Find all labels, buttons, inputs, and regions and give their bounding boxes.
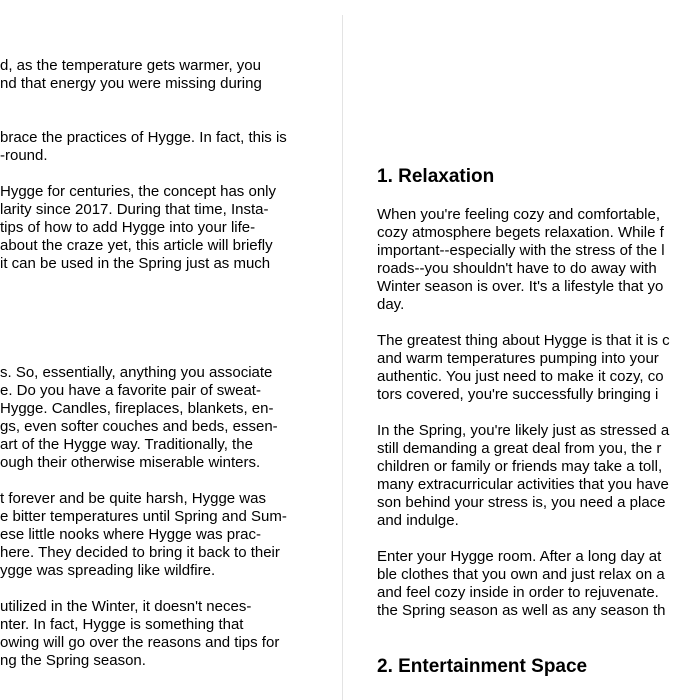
text-line: tips of how to add Hygge into your life- <box>0 219 256 236</box>
text-line: it can be used in the Spring just as much <box>0 255 271 272</box>
text-line: Hygge. Candles, fireplaces, blankets, en- <box>0 400 274 417</box>
section-heading: 2. Entertainment Space <box>377 656 588 677</box>
text-line: important--especially with the stress of the l <box>377 242 665 259</box>
text-line: s. So, essentially, anything you associate <box>0 364 273 381</box>
right-page <box>343 0 684 700</box>
text-line: owing will go over the reasons and tips for <box>0 634 280 651</box>
text-line: son behind your stress is, you need a place <box>377 494 666 511</box>
text-line: authentic. You just need to make it cozy, co <box>377 368 664 385</box>
text-line: When you're feeling cozy and comfortable, <box>377 206 661 223</box>
text-line: larity since 2017. During that time, Insta- <box>0 201 269 218</box>
text-line: Enter your Hygge room. After a long day at <box>377 548 662 565</box>
text-line: nter. In fact, Hygge is something that <box>0 616 244 633</box>
text-line: art of the Hygge way. Traditionally, the <box>0 436 253 453</box>
text-line: In the Spring, you're likely just as stressed a <box>377 422 670 439</box>
text-line: utilized in the Winter, it doesn't neces- <box>0 598 252 615</box>
text-line: brace the practices of Hygge. In fact, this is <box>0 129 287 146</box>
text-line: ese little nooks where Hygge was prac- <box>0 526 261 543</box>
text-line: and warm temperatures pumping into your <box>377 350 659 367</box>
text-line: Hygge for centuries, the concept has only <box>0 183 276 200</box>
text-line: e bitter temperatures until Spring and Sum- <box>0 508 287 525</box>
text-line: cozy atmosphere begets relaxation. While f <box>377 224 664 241</box>
section-heading: 1. Relaxation <box>377 166 495 187</box>
text-line: and indulge. <box>377 512 459 529</box>
text-line: d, as the temperature gets warmer, you <box>0 57 261 74</box>
text-line: the Spring season as well as any season th <box>377 602 666 619</box>
text-line: about the craze yet, this article will briefly <box>0 237 273 254</box>
text-line: many extracurricular activities that you have <box>377 476 669 493</box>
text-line: ough their otherwise miserable winters. <box>0 454 261 471</box>
text-line: Winter season is over. It's a lifestyle that yo <box>377 278 664 295</box>
text-line: and feel cozy inside in order to rejuvenate. <box>377 584 659 601</box>
text-line: children or family or friends may take a toll, <box>377 458 663 475</box>
text-line: roads--you shouldn't have to do away with <box>377 260 657 277</box>
text-line: The greatest thing about Hygge is that it is c <box>377 332 670 349</box>
text-line: still demanding a great deal from you, the r <box>377 440 662 457</box>
text-line: here. They decided to bring it back to their <box>0 544 280 561</box>
text-line: nd that energy you were missing during <box>0 75 262 92</box>
text-line: ygge was spreading like wildfire. <box>0 562 216 579</box>
text-line: tors covered, you're successfully bringing i <box>377 386 659 403</box>
text-line: e. Do you have a favorite pair of sweat- <box>0 382 261 399</box>
text-line: -round. <box>0 147 48 164</box>
text-line: gs, even softer couches and beds, essen- <box>0 418 278 435</box>
text-line: ng the Spring season. <box>0 652 146 669</box>
text-line: day. <box>377 296 405 313</box>
text-line: ble clothes that you own and just relax on a <box>377 566 665 583</box>
text-line: t forever and be quite harsh, Hygge was <box>0 490 266 507</box>
